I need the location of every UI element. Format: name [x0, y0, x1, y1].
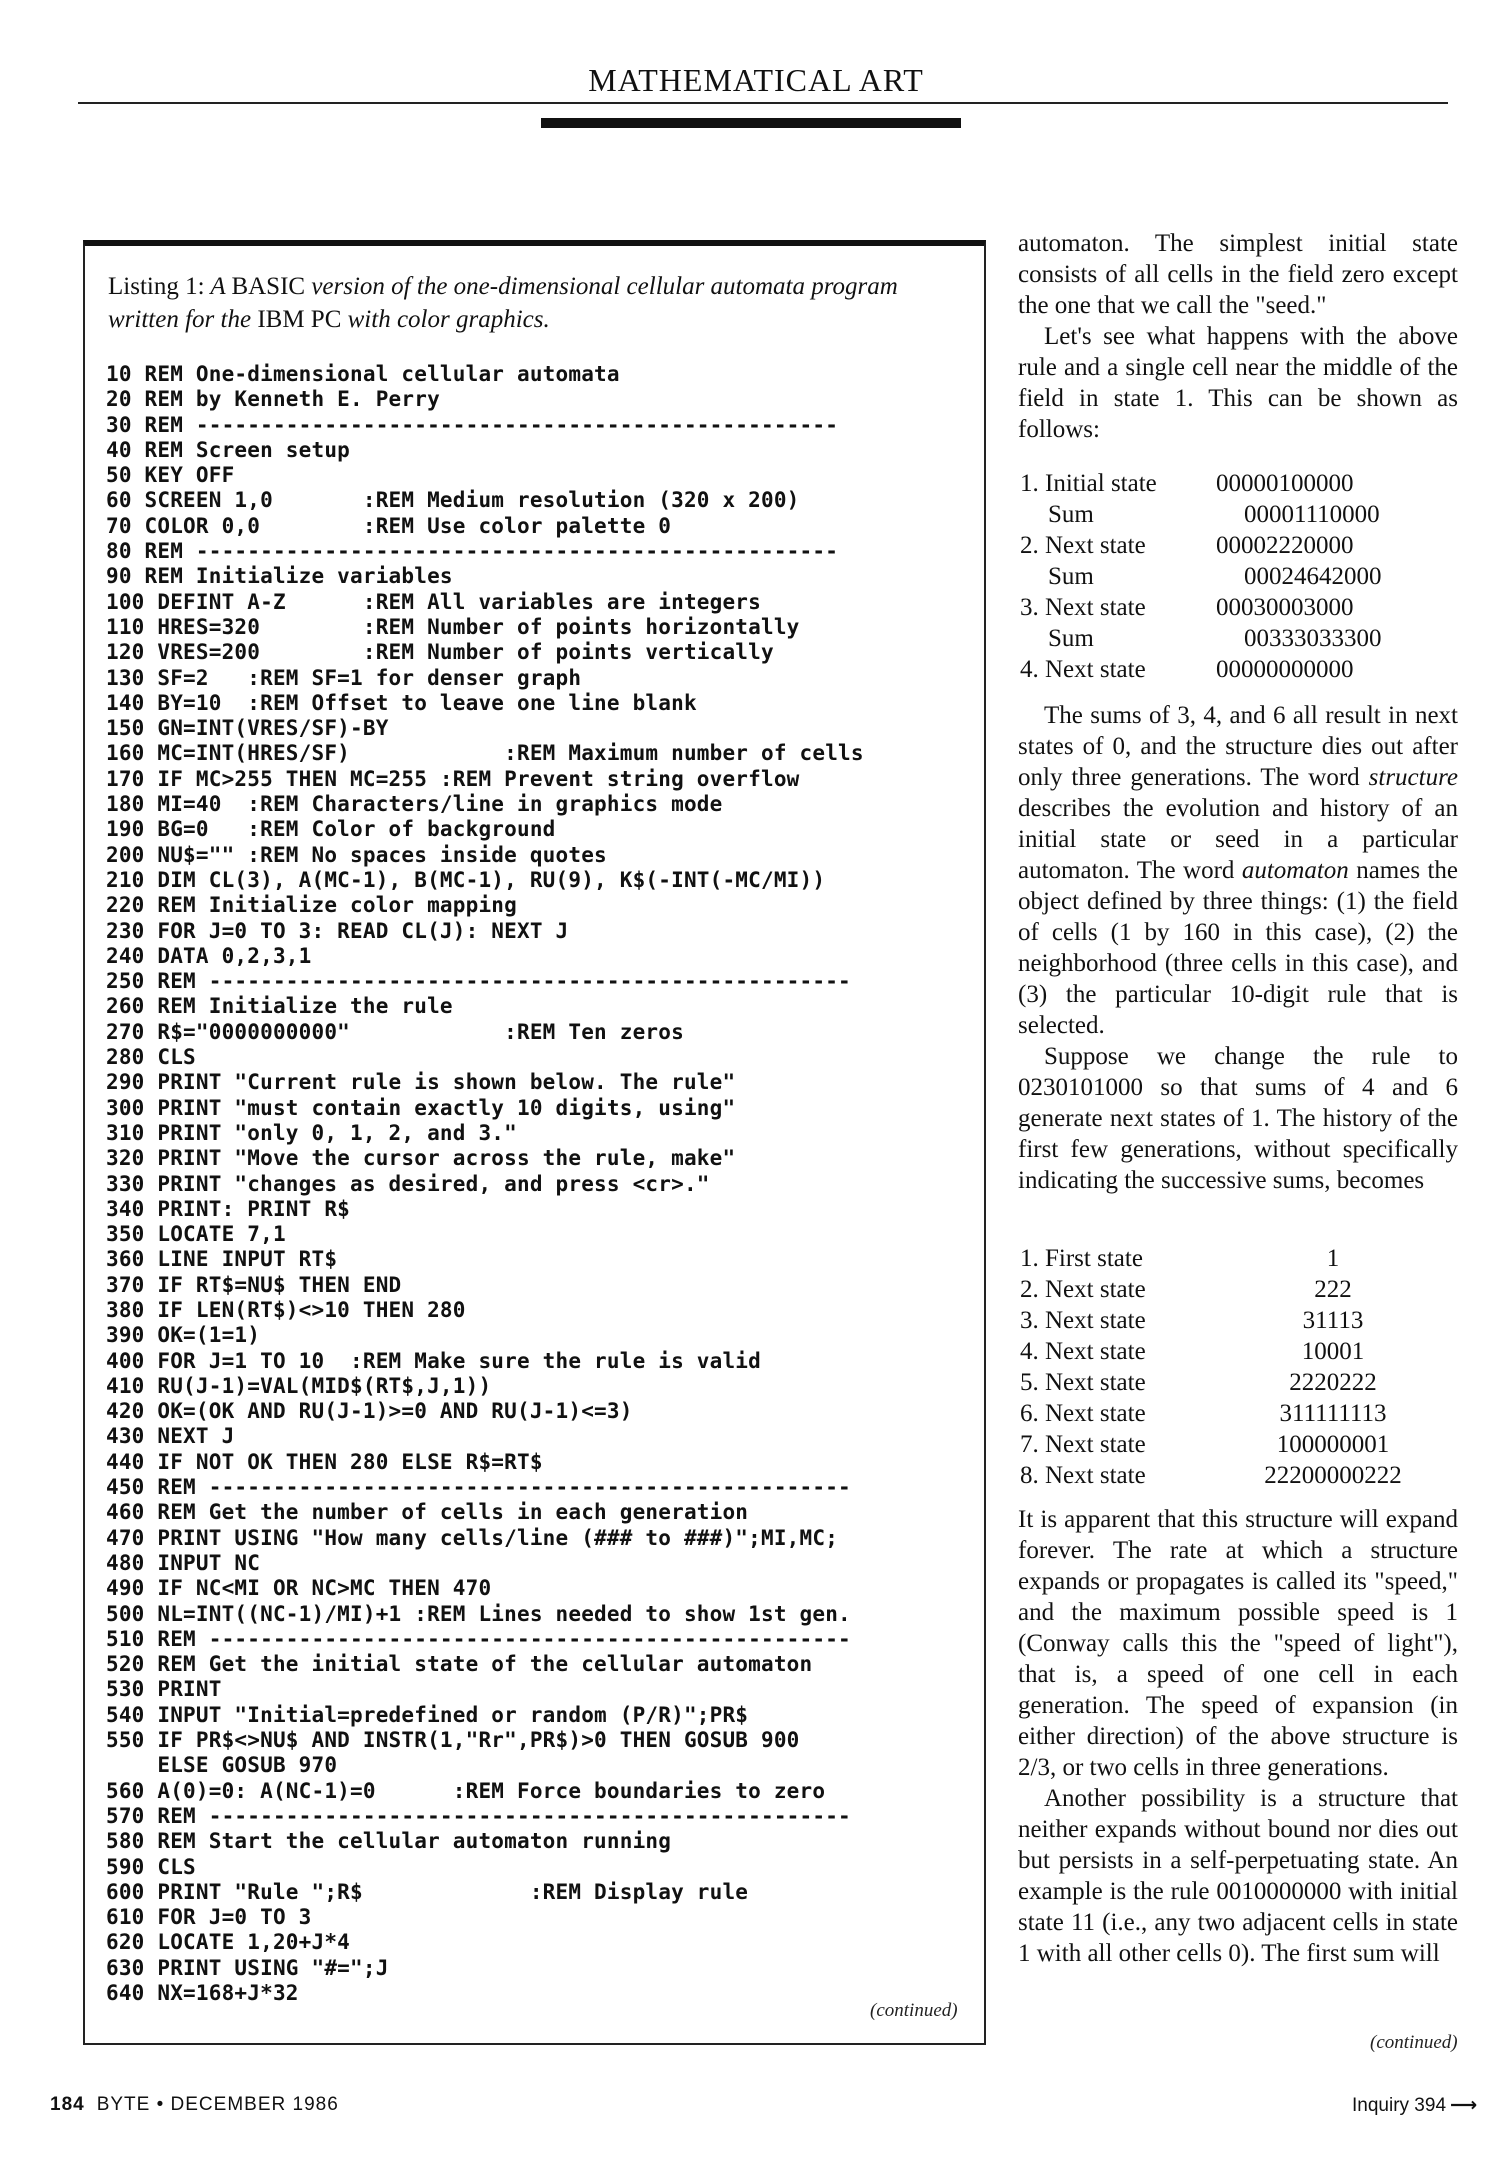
section-title: MATHEMATICAL ART — [588, 62, 924, 98]
state-row — [1020, 1398, 1450, 1429]
code-line: 510 REM -------------------------------------------------- — [106, 1626, 851, 1651]
state-label: Sum — [1048, 625, 1094, 652]
paragraph-6: Another possibility is a structure that neither expands without bound nor dies out but persists in a self-perpetuating state. An example is the rule 0010000000 with initial state 11 (i.e., any two adjacent cells in state 1 with all other cells 0). The first sum will — [1018, 1785, 1458, 1967]
code-line: 440 IF NOT OK THEN 280 ELSE R$=RT$ — [106, 1449, 543, 1474]
state-value: 00333033300 — [1244, 625, 1382, 652]
page-number: 184 — [50, 2094, 85, 2115]
state-row — [1020, 1274, 1450, 1305]
paragraph-3 — [1018, 700, 1458, 1041]
code-line: 530 PRINT — [106, 1677, 222, 1702]
state-row — [1020, 654, 1450, 685]
state-label: 6. Next state — [1020, 1400, 1146, 1427]
code-line: 340 PRINT: PRINT R$ — [106, 1196, 351, 1221]
code-line: 620 LOCATE 1,20+J*4 — [106, 1930, 351, 1955]
code-line: 520 REM Get the initial state of the cellular automaton — [106, 1652, 813, 1677]
code-line: 190 BG=0 :REM Color of background — [106, 817, 556, 842]
code-line: 230 FOR J=0 TO 3: READ CL(J): NEXT J — [106, 918, 569, 943]
state-value: 2220222 — [1289, 1369, 1377, 1396]
state-label: 8. Next state — [1020, 1462, 1146, 1489]
article-column-top — [1018, 228, 1458, 445]
paragraph-4: Suppose we change the rule to 0230101000 so that sums of 4 and 6 generate next states of 1. The history of the first few generations, without specifically indicating the successive sums, becomes — [1018, 1043, 1458, 1194]
caption-basic: BASIC — [231, 273, 306, 300]
code-line: 580 REM Start the cellular automaton running — [106, 1829, 672, 1854]
code-line: 240 DATA 0,2,3,1 — [106, 943, 312, 968]
state-row — [1020, 1305, 1450, 1336]
code-line: 250 REM -------------------------------------------------- — [106, 969, 851, 994]
header-rule — [78, 102, 1448, 104]
code-line: 640 NX=168+J*32 — [106, 1981, 299, 2005]
code-line: 100 DEFINT A-Z :REM All variables are integers — [106, 589, 761, 614]
code-line: 450 REM -------------------------------------------------- — [106, 1475, 851, 1500]
code-line: 50 KEY OFF — [106, 463, 235, 488]
state-value: 00030003000 — [1216, 594, 1354, 621]
header-bar — [541, 118, 961, 128]
code-line: 400 FOR J=1 TO 10 :REM Make sure the rule is valid — [106, 1348, 761, 1373]
state-label: 5. Next state — [1020, 1369, 1146, 1396]
code-line: 200 NU$="" :REM No spaces inside quotes — [106, 842, 607, 867]
code-line: 30 REM -------------------------------------------------- — [106, 412, 839, 437]
code-line: 590 CLS — [106, 1854, 196, 1879]
code-line: 80 REM -------------------------------------------------- — [106, 539, 839, 564]
state-value: 00001110000 — [1244, 501, 1380, 528]
state-value: 1 — [1326, 1245, 1340, 1272]
code-line: 360 LINE INPUT RT$ — [106, 1247, 338, 1272]
state-value: 00000000000 — [1216, 656, 1354, 683]
code-line: 320 PRINT "Move the cursor across the rule, make" — [106, 1146, 736, 1171]
state-row — [1020, 1367, 1450, 1398]
code-line: 280 CLS — [106, 1045, 196, 1070]
article-column-bottom — [1018, 1504, 1458, 1969]
footer-inquiry — [1352, 2094, 1477, 2117]
code-line: ELSE GOSUB 970 — [106, 1753, 338, 1778]
state-value: 31113 — [1302, 1307, 1364, 1334]
code-line: 540 INPUT "Initial=predefined or random (P/R)";PR$ — [106, 1702, 749, 1727]
term-automaton: automaton — [1241, 857, 1349, 884]
code-line: 630 PRINT USING "#=";J — [106, 1955, 389, 1980]
inquiry-label: Inquiry 394 — [1352, 2095, 1447, 2116]
code-line: 150 GN=INT(VRES/SF)-BY — [106, 716, 389, 741]
listing-continued: (continued) — [870, 2000, 958, 2021]
state-label: 3. Next state — [1020, 594, 1146, 621]
paragraph-3c: names the object defined by three things: (1) the field of cells (1 by 160 in this case), (2) the neighborhood (three cells in this case), and (3) the particular 10-digit rule that is selected. — [1018, 857, 1459, 1039]
code-line: 430 NEXT J — [106, 1424, 235, 1449]
state-row — [1020, 1336, 1450, 1367]
code-line: 310 PRINT "only 0, 1, 2, and 3." — [106, 1120, 517, 1145]
code-line: 10 REM One-dimensional cellular automata — [106, 362, 620, 386]
state-label: Sum — [1048, 563, 1094, 590]
state-row — [1020, 1243, 1450, 1274]
code-line: 260 REM Initialize the rule — [106, 994, 453, 1019]
code-line: 370 IF RT$=NU$ THEN END — [106, 1272, 402, 1297]
code-listing — [106, 362, 976, 2006]
code-line: 500 NL=INT((NC-1)/MI)+1 :REM Lines needed to show 1st gen. — [106, 1601, 851, 1626]
code-line: 90 REM Initialize variables — [106, 564, 453, 589]
paragraph-3a: The sums of 3, 4, and 6 all result in next states of 0, and the structure dies out after only three generations. The word — [1018, 702, 1458, 791]
state-value: 311111113 — [1279, 1400, 1387, 1427]
state-label: 2. Next state — [1020, 532, 1146, 559]
state-label: 3. Next state — [1020, 1307, 1146, 1334]
state-value: 100000001 — [1276, 1431, 1390, 1458]
code-line: 70 COLOR 0,0 :REM Use color palette 0 — [106, 513, 672, 538]
state-value: 10001 — [1301, 1338, 1365, 1365]
state-label: 4. Next state — [1020, 656, 1146, 683]
state-row — [1020, 468, 1450, 499]
state-row — [1020, 592, 1450, 623]
caption-text-1: A — [210, 273, 226, 300]
term-structure: structure — [1368, 764, 1458, 791]
caption-text-2: version of the one-dimensional cellular automata program written for the — [108, 273, 898, 333]
paragraph-3b: describes the evolution and history of an initial state or seed in a particular automaton. The word — [1018, 795, 1458, 884]
code-line: 550 IF PR$<>NU$ AND INSTR(1,"Rr",PR$)>0 THEN GOSUB 900 — [106, 1728, 800, 1753]
state-row — [1020, 1460, 1450, 1491]
state-value: 00002220000 — [1216, 532, 1354, 559]
state-label: 2. Next state — [1020, 1276, 1146, 1303]
caption-label: Listing 1: — [108, 273, 205, 300]
code-line: 20 REM by Kenneth E. Perry — [106, 387, 440, 412]
code-line: 380 IF LEN(RT$)<>10 THEN 280 — [106, 1297, 466, 1322]
state-label: Sum — [1048, 501, 1094, 528]
state-row — [1020, 623, 1450, 654]
code-line: 130 SF=2 :REM SF=1 for denser graph — [106, 665, 582, 690]
state-label: 1. Initial state — [1020, 470, 1157, 497]
code-line: 480 INPUT NC — [106, 1550, 261, 1575]
code-line: 610 FOR J=0 TO 3 — [106, 1905, 312, 1930]
code-line: 350 LOCATE 7,1 — [106, 1222, 286, 1247]
code-line: 390 OK=(1=1) — [106, 1323, 261, 1348]
listing-caption — [108, 270, 948, 336]
code-line: 600 PRINT "Rule ";R$ :REM Display rule — [106, 1879, 749, 1904]
arrow-right-icon: ⟶ — [1450, 2095, 1478, 2116]
code-line: 60 SCREEN 1,0 :REM Medium resolution (320 x 200) — [106, 488, 800, 513]
state-row — [1020, 561, 1450, 592]
code-line: 210 DIM CL(3), A(MC-1), B(MC-1), RU(9), K$(-INT(-MC/MI)) — [106, 867, 826, 892]
state-row — [1020, 499, 1450, 530]
paragraph-1: automaton. The simplest initial state consists of all cells in the field zero except the one that we call the "seed." — [1018, 230, 1458, 319]
state-label: 4. Next state — [1020, 1338, 1146, 1365]
code-line: 160 MC=INT(HRES/SF) :REM Maximum number of cells — [106, 741, 864, 766]
state-value: 222 — [1314, 1276, 1352, 1303]
code-line: 330 PRINT "changes as desired, and press <cr>." — [106, 1171, 710, 1196]
code-line: 460 REM Get the number of cells in each generation — [106, 1500, 749, 1525]
state-value: 00000100000 — [1216, 470, 1354, 497]
code-line: 140 BY=10 :REM Offset to leave one line blank — [106, 690, 697, 715]
code-line: 290 PRINT "Current rule is shown below. The rule" — [106, 1070, 736, 1095]
code-line: 170 IF MC>255 THEN MC=255 :REM Prevent string overflow — [106, 766, 800, 791]
code-line: 120 VRES=200 :REM Number of points vertically — [106, 640, 774, 665]
state-row — [1020, 1429, 1450, 1460]
code-line: 180 MI=40 :REM Characters/line in graphics mode — [106, 792, 723, 817]
code-line: 490 IF NC<MI OR NC>MC THEN 470 — [106, 1576, 492, 1601]
code-line: 470 PRINT USING "How many cells/line (### to ###)";MI,MC; — [106, 1525, 839, 1550]
article-continued: (continued) — [1370, 2032, 1458, 2053]
state-table-1 — [1020, 468, 1450, 685]
state-label: 7. Next state — [1020, 1431, 1146, 1458]
state-value: 00024642000 — [1244, 563, 1382, 590]
code-line: 570 REM -------------------------------------------------- — [106, 1803, 851, 1828]
magazine-issue: BYTE • DECEMBER 1986 — [96, 2094, 339, 2115]
state-value: 22200000222 — [1264, 1462, 1402, 1489]
code-line: 40 REM Screen setup — [106, 437, 351, 462]
code-line: 300 PRINT "must contain exactly 10 digits, using" — [106, 1095, 736, 1120]
state-label: 1. First state — [1020, 1245, 1143, 1272]
caption-text-3: with color graphics. — [347, 306, 550, 333]
paragraph-5: It is apparent that this structure will expand forever. The rate at which a structure expands or propagates is called its "speed," and the maximum possible speed is 1 (Conway calls this the "speed of light"), that is, a speed of one cell in each generation. The speed of expansion (in either direction) of the above structure is 2/3, or two cells in three generations. — [1018, 1506, 1458, 1781]
state-table-2 — [1020, 1243, 1450, 1491]
article-column-mid — [1018, 700, 1458, 1196]
code-line: 410 RU(J-1)=VAL(MID$(RT$,J,1)) — [106, 1373, 492, 1398]
code-line: 560 A(0)=0: A(NC-1)=0 :REM Force boundaries to zero — [106, 1778, 826, 1803]
paragraph-2: Let's see what happens with the above rule and a single cell near the middle of the field in state 1. This can be shown as follows: — [1018, 323, 1458, 443]
code-line: 420 OK=(OK AND RU(J-1)>=0 AND RU(J-1)<=3) — [106, 1399, 633, 1424]
state-row — [1020, 530, 1450, 561]
footer-folio — [50, 2094, 339, 2116]
code-line: 270 R$="0000000000" :REM Ten zeros — [106, 1019, 684, 1044]
code-line: 110 HRES=320 :REM Number of points horizontally — [106, 614, 800, 639]
caption-ibm: IBM PC — [257, 306, 342, 333]
code-line: 220 REM Initialize color mapping — [106, 893, 517, 918]
